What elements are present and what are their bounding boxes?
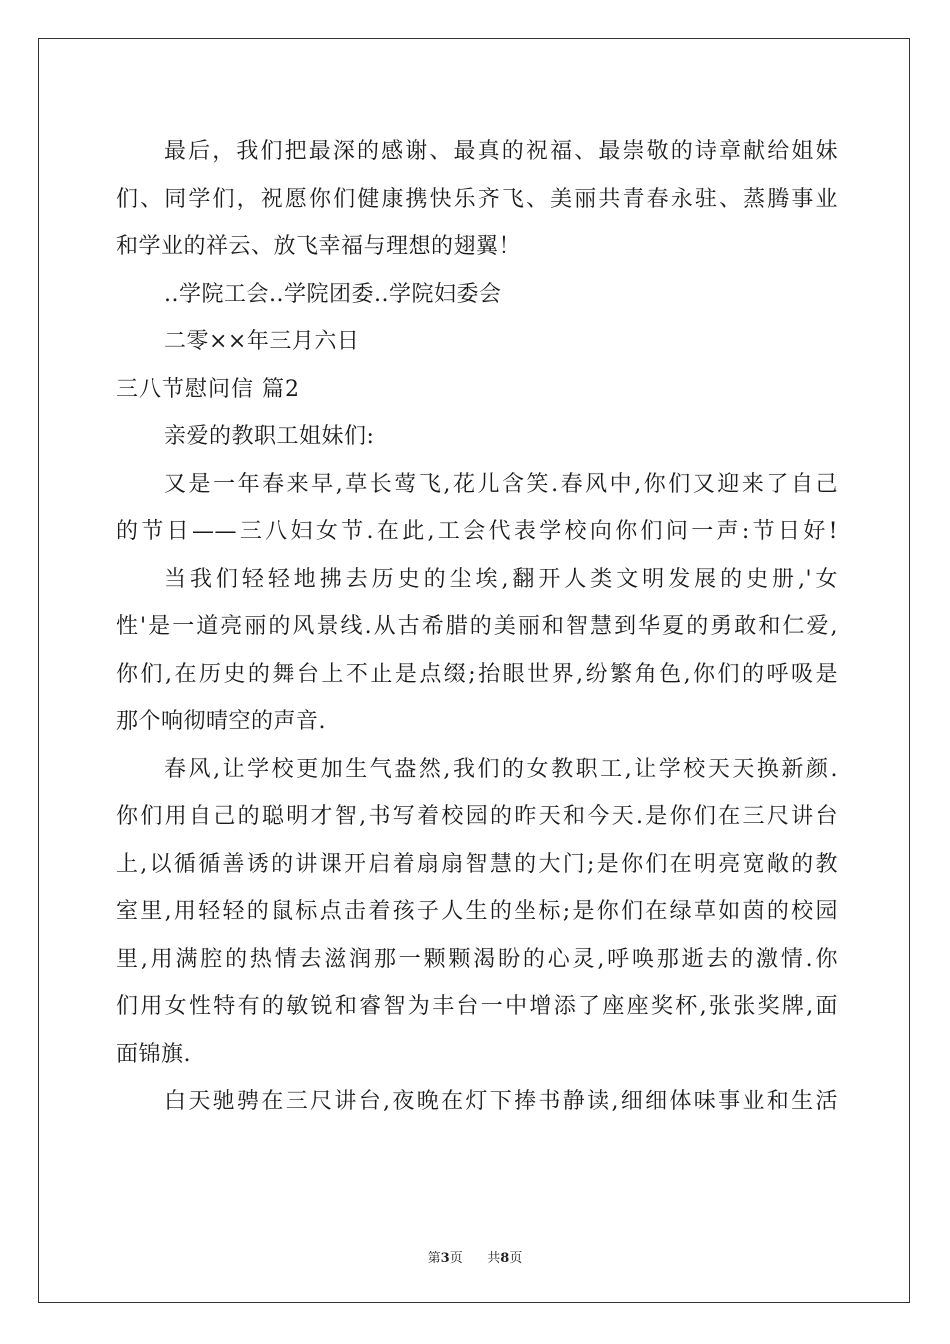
salutation-line: 亲爱的教职工姐妹们: — [164, 424, 375, 449]
page-prefix: 第 — [427, 1251, 441, 1266]
total-prefix: 共 — [487, 1251, 501, 1266]
text-line: 你们,在历史的舞台上不止是点缀;抬眼世界,纷繁角色,你们的呼吸是 — [116, 661, 838, 687]
text-line: 的节日——三八妇女节.在此,工会代表学校向你们问一声:节日好! — [116, 519, 838, 544]
total-pages: 8 — [500, 1251, 510, 1266]
text-line: 性'是一道亮丽的风景线.从古希腊的美丽和智慧到华夏的勇敢和仁爱, — [116, 614, 838, 639]
signature-line: ..学院工会..学院团委..学院妇委会 — [164, 281, 502, 307]
text-line: 室里,用轻轻的鼠标点击着孩子人生的坐标;是你们在绿草如茵的校园 — [116, 899, 838, 924]
page-suffix: 页 — [449, 1251, 463, 1266]
text-line: 上,以循循善诱的讲课开启着扇扇智慧的大门;是你们在明亮宽敞的教 — [116, 851, 838, 877]
page-footer — [0, 1247, 950, 1266]
date-line: 二零××年三月六日 — [164, 329, 360, 354]
text-line: 和学业的祥云、放飞幸福与理想的翅翼！ — [116, 234, 522, 259]
total-suffix: 页 — [509, 1251, 523, 1266]
text-line: 那个响彻晴空的声音. — [116, 709, 326, 734]
text-line: 们用女性特有的敏锐和睿智为丰台一中增添了座座奖杯,张张奖牌,面 — [116, 994, 838, 1019]
section-heading: 三八节慰问信 篇2 — [116, 376, 300, 402]
text-line: 春风,让学校更加生气盎然,我们的女教职工,让学校天天换新颜. — [164, 756, 838, 782]
text-line: 又是一年春来早,草长莺飞,花儿含笑.春风中,你们又迎来了自己 — [164, 471, 838, 497]
text-line: 面锦旗. — [116, 1041, 191, 1067]
text-line: 里,用满腔的热情去滋润那一颗颗渴盼的心灵,呼唤那逝去的激情.你 — [116, 946, 838, 972]
text-line: 你们用自己的聪明才智,书写着校园的昨天和今天.是你们在三尺讲台 — [116, 804, 838, 829]
page-number: 3 — [440, 1251, 450, 1266]
text-line: 白天驰骋在三尺讲台,夜晚在灯下捧书静读,细细体味事业和生活 — [164, 1089, 838, 1114]
text-line: 们、同学们，祝愿你们健康携快乐齐飞、美丽共青春永驻、蒸腾事业 — [116, 186, 838, 212]
document-body — [116, 128, 838, 1126]
text-line: 最后，我们把最深的感谢、最真的祝福、最崇敬的诗章献给姐妹 — [164, 139, 838, 164]
text-line: 当我们轻轻地拂去历史的尘埃,翻开人类文明发展的史册,'女 — [164, 566, 838, 592]
